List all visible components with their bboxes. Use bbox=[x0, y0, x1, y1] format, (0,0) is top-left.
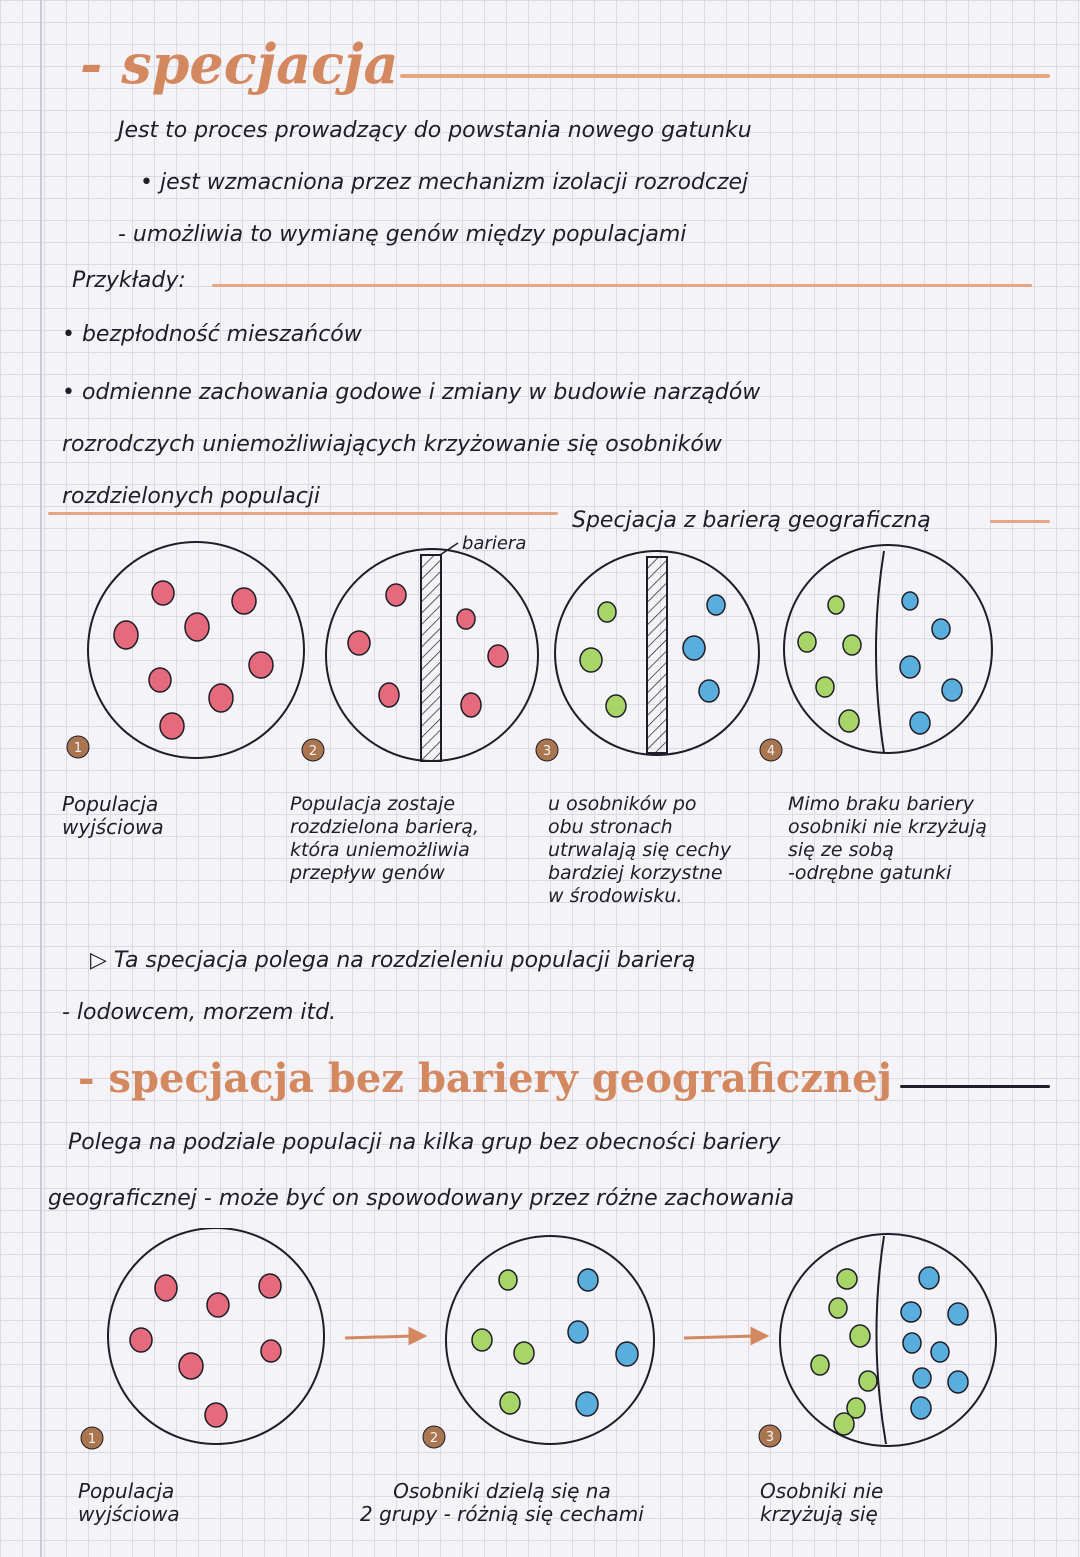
step-number-3: 3 bbox=[542, 744, 552, 759]
example-2-line-3: rozdzielonych populacji bbox=[62, 484, 321, 509]
blue-individuals-b2 bbox=[568, 1269, 638, 1416]
isolation-line: • jest wzmacniona przez mechanizm izolacji rozrodczej bbox=[140, 170, 749, 195]
section2-line-2: geograficznej - może być on spowodowany przez różne zachowania bbox=[48, 1186, 795, 1211]
section2-underline bbox=[900, 1085, 1050, 1088]
population-circle-b3 bbox=[780, 1234, 996, 1446]
nongeographic-speciation-diagram bbox=[0, 1228, 1080, 1458]
population-circle-4 bbox=[784, 545, 992, 753]
species-divide-b3 bbox=[876, 1236, 886, 1444]
definition-line: Jest to proces prowadzący do powstania nowego gatunku bbox=[118, 118, 752, 143]
step-number-b2: 2 bbox=[429, 1431, 439, 1446]
geographic-speciation-heading: Specjacja z barierą geograficzną bbox=[572, 508, 931, 533]
green-individuals-3 bbox=[580, 602, 626, 717]
section-title-speciation: - specjacja bbox=[80, 32, 399, 96]
heading-underline bbox=[990, 520, 1050, 523]
green-individuals-b2 bbox=[472, 1270, 534, 1414]
example-2-line-2: rozrodczych uniemożliwiających krzyżowanie się osobników bbox=[62, 432, 722, 457]
population-circle-1 bbox=[88, 542, 304, 758]
geographic-speciation-diagram bbox=[0, 525, 1080, 785]
geo-note-line-1: ▷ Ta specjacja polega na rozdzieleniu populacji barierą bbox=[90, 948, 696, 973]
step-number-4: 4 bbox=[766, 744, 776, 759]
examples-underline bbox=[212, 284, 1032, 287]
gene-exchange-line: - umożliwia to wymianę genów między populacjami bbox=[118, 222, 687, 247]
barrier-3 bbox=[647, 557, 667, 753]
section-title-nongeographic: - specjacja bez bariery geograficznej bbox=[78, 1055, 893, 1102]
barrier-label: bariera bbox=[462, 533, 527, 554]
red-individuals-b1 bbox=[130, 1274, 281, 1427]
blue-individuals-b3 bbox=[901, 1267, 968, 1419]
red-individuals-1 bbox=[114, 581, 273, 739]
nongeo-caption-1: Populacja wyjściowa bbox=[78, 1479, 180, 1526]
step-number-b3: 3 bbox=[765, 1430, 775, 1445]
green-individuals-4 bbox=[798, 596, 861, 732]
step-number-1: 1 bbox=[73, 741, 83, 756]
species-divide-4 bbox=[876, 551, 884, 753]
step-number-b1: 1 bbox=[87, 1432, 97, 1447]
section-divider bbox=[48, 512, 558, 515]
example-1: • bezpłodność mieszańców bbox=[62, 322, 362, 347]
example-2-line-1: • odmienne zachowania godowe i zmiany w budowie narządów bbox=[62, 380, 761, 405]
geo-note-line-2: - lodowcem, morzem itd. bbox=[62, 1000, 337, 1025]
barrier-2 bbox=[421, 555, 441, 761]
blue-individuals-3 bbox=[683, 595, 725, 702]
geo-caption-1: Populacja wyjściowa bbox=[62, 792, 164, 839]
geo-caption-3: u osobników po obu stronach utrwalają się cechy bardziej korzystne w środowisku. bbox=[548, 793, 732, 907]
step-number-2: 2 bbox=[308, 744, 318, 759]
section2-line-1: Polega na podziale populacji na kilka grup bez obecności bariery bbox=[68, 1130, 781, 1155]
blue-individuals-4 bbox=[900, 592, 962, 734]
geo-caption-4: Mimo braku bariery osobniki nie krzyżują się ze sobą -odrębne gatunki bbox=[788, 793, 987, 884]
nongeo-caption-2: Osobniki dzielą się na 2 grupy - różnią się cechami bbox=[360, 1479, 644, 1526]
nongeo-caption-3: Osobniki nie krzyżują się bbox=[760, 1479, 884, 1526]
green-individuals-b3 bbox=[811, 1269, 877, 1435]
geo-caption-2: Populacja zostaje rozdzielona barierą, która uniemożliwia przepływ genów bbox=[290, 793, 480, 884]
title-underline bbox=[400, 74, 1050, 78]
examples-label: Przykłady: bbox=[72, 268, 186, 293]
arrows bbox=[345, 1329, 766, 1343]
